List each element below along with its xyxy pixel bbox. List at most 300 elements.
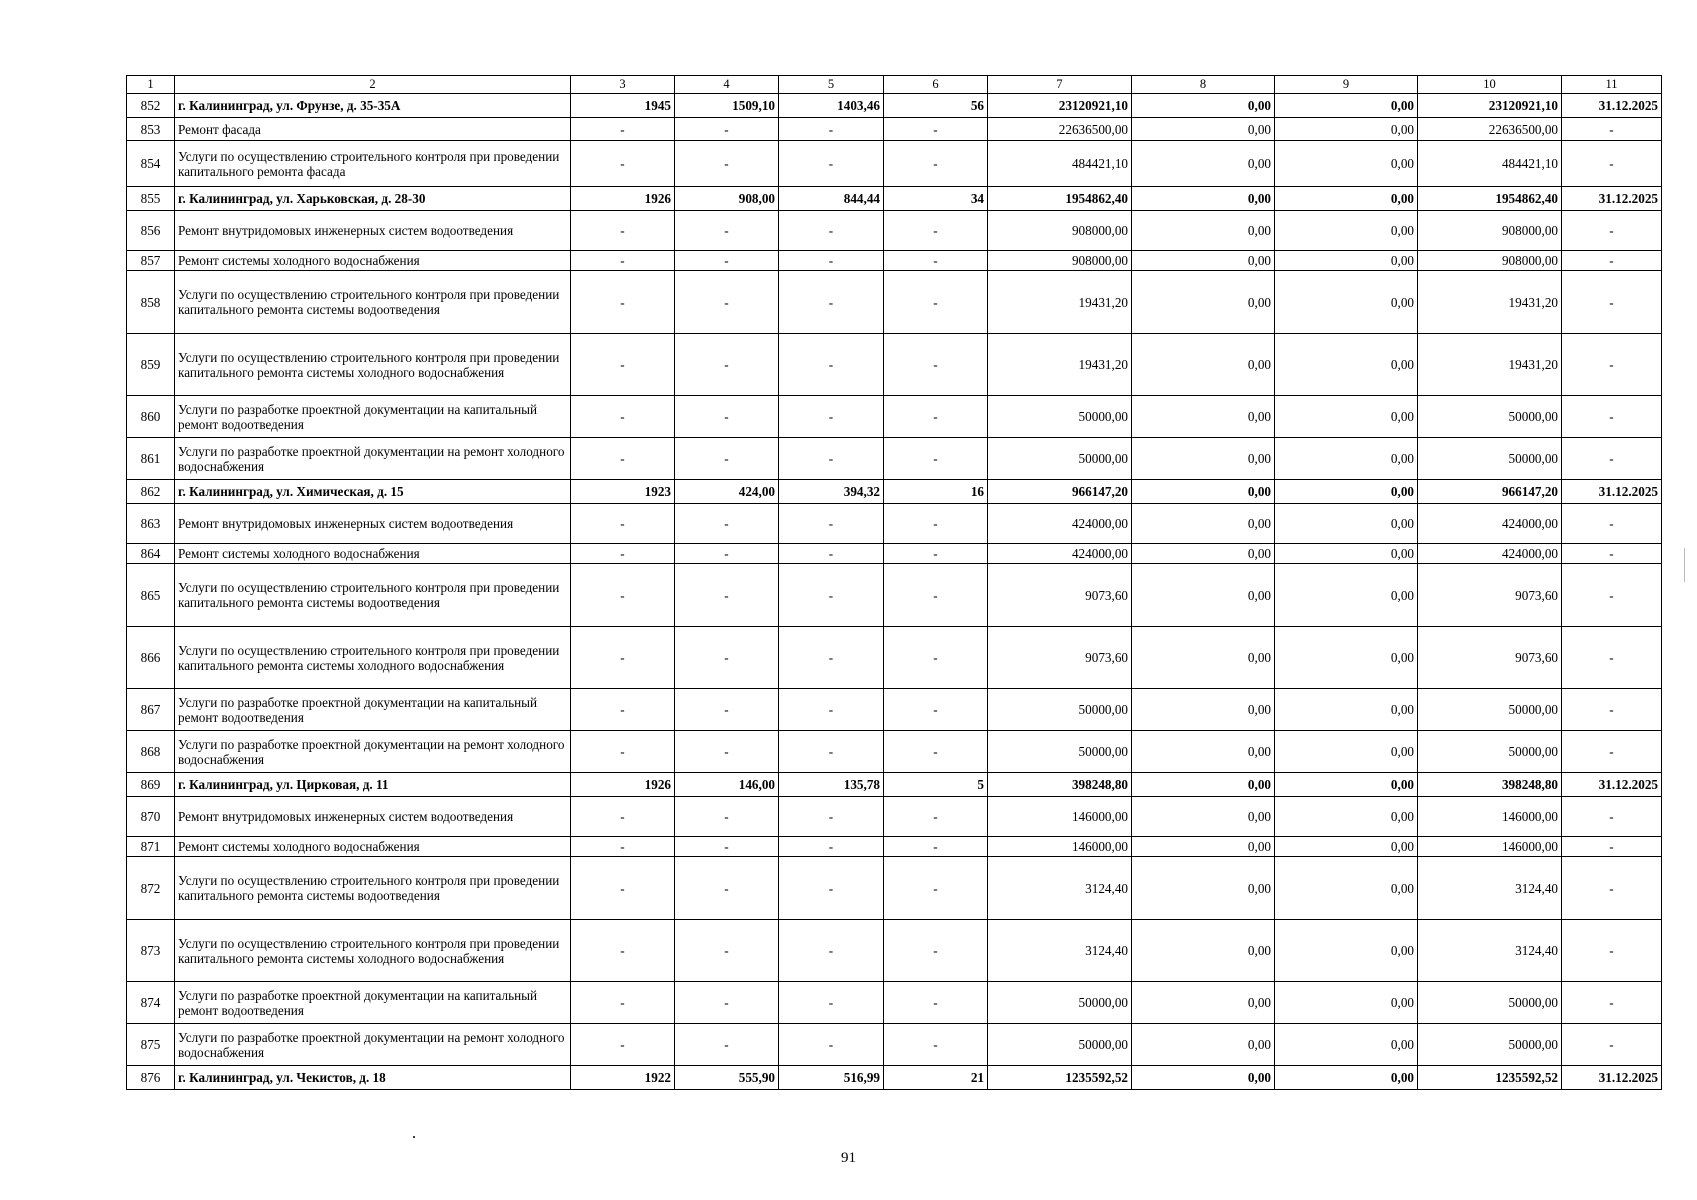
cost-col10-cell: 9073,60 — [1418, 627, 1562, 689]
year-cell: - — [571, 689, 675, 731]
deadline-cell: - — [1562, 837, 1662, 857]
total-area-cell: - — [675, 857, 779, 920]
year-cell: - — [571, 797, 675, 837]
living-area-cell: - — [779, 982, 884, 1024]
year-cell: - — [571, 627, 675, 689]
cost-col9-cell: 0,00 — [1275, 1066, 1418, 1090]
living-area-cell: - — [779, 564, 884, 627]
work-item-row — [127, 689, 1662, 731]
cost-col8-cell: 0,00 — [1132, 251, 1275, 271]
cost-col10-cell: 908000,00 — [1418, 251, 1562, 271]
cost-col9-cell: 0,00 — [1275, 94, 1418, 118]
residents-cell: - — [884, 396, 988, 438]
address-row — [127, 480, 1662, 504]
cost-col8-cell: 0,00 — [1132, 438, 1275, 480]
object-name-cell: Услуги по осуществлению строительного контроля при проведении капитального ремонта системы холодного водоснабжения — [175, 920, 571, 982]
cost-col9-cell: 0,00 — [1275, 141, 1418, 187]
year-cell: - — [571, 271, 675, 334]
cost-col9-cell: 0,00 — [1275, 544, 1418, 564]
deadline-cell: - — [1562, 731, 1662, 773]
row-number-cell: 876 — [127, 1066, 175, 1090]
work-item-row — [127, 544, 1662, 564]
row-number-cell: 859 — [127, 334, 175, 396]
cost-col10-cell: 50000,00 — [1418, 689, 1562, 731]
living-area-cell: - — [779, 334, 884, 396]
object-name-cell: Ремонт системы холодного водоснабжения — [175, 251, 571, 271]
year-cell: 1945 — [571, 94, 675, 118]
cost-col10-cell: 484421,10 — [1418, 141, 1562, 187]
cost-col8-cell: 0,00 — [1132, 141, 1275, 187]
scan-dot — [413, 1136, 415, 1138]
cost-col9-cell: 0,00 — [1275, 920, 1418, 982]
living-area-cell: 1403,46 — [779, 94, 884, 118]
object-name-cell: Услуги по осуществлению строительного контроля при проведении капитального ремонта фасада — [175, 141, 571, 187]
row-number-cell: 870 — [127, 797, 175, 837]
cost-total-cell: 424000,00 — [988, 504, 1132, 544]
deadline-cell: - — [1562, 396, 1662, 438]
cost-col8-cell: 0,00 — [1132, 504, 1275, 544]
object-name-cell: Услуги по разработке проектной документации на ремонт холодного водоснабжения — [175, 1024, 571, 1066]
living-area-cell: - — [779, 1024, 884, 1066]
work-item-row — [127, 251, 1662, 271]
cost-col8-cell: 0,00 — [1132, 544, 1275, 564]
object-name-cell: г. Калининград, ул. Химическая, д. 15 — [175, 480, 571, 504]
object-name-cell: Услуги по разработке проектной документации на капитальный ремонт водоотведения — [175, 982, 571, 1024]
cost-col8-cell: 0,00 — [1132, 396, 1275, 438]
object-name-cell: Услуги по разработке проектной документации на ремонт холодного водоснабжения — [175, 438, 571, 480]
cost-col8-cell: 0,00 — [1132, 731, 1275, 773]
cost-col8-cell: 0,00 — [1132, 118, 1275, 141]
row-number-cell: 856 — [127, 211, 175, 251]
total-area-cell: - — [675, 504, 779, 544]
header-cell-6: 6 — [884, 76, 988, 94]
cost-total-cell: 1235592,52 — [988, 1066, 1132, 1090]
row-number-cell: 867 — [127, 689, 175, 731]
living-area-cell: - — [779, 271, 884, 334]
living-area-cell: - — [779, 731, 884, 773]
cost-col10-cell: 398248,80 — [1418, 773, 1562, 797]
residents-cell: - — [884, 141, 988, 187]
total-area-cell: - — [675, 731, 779, 773]
residents-cell: - — [884, 689, 988, 731]
deadline-cell: - — [1562, 141, 1662, 187]
row-number-cell: 868 — [127, 731, 175, 773]
total-area-cell: - — [675, 141, 779, 187]
cost-col9-cell: 0,00 — [1275, 564, 1418, 627]
cost-total-cell: 50000,00 — [988, 438, 1132, 480]
deadline-cell: - — [1562, 118, 1662, 141]
year-cell: 1926 — [571, 187, 675, 211]
repair-register-table — [126, 75, 1662, 1090]
deadline-cell: - — [1562, 271, 1662, 334]
living-area-cell: - — [779, 211, 884, 251]
header-cell-7: 7 — [988, 76, 1132, 94]
year-cell: - — [571, 118, 675, 141]
cost-col10-cell: 3124,40 — [1418, 920, 1562, 982]
living-area-cell: - — [779, 837, 884, 857]
cost-col10-cell: 1235592,52 — [1418, 1066, 1562, 1090]
deadline-cell: - — [1562, 438, 1662, 480]
living-area-cell: 844,44 — [779, 187, 884, 211]
row-number-cell: 852 — [127, 94, 175, 118]
work-item-row — [127, 271, 1662, 334]
deadline-cell: 31.12.2025 — [1562, 773, 1662, 797]
row-number-cell: 855 — [127, 187, 175, 211]
year-cell: - — [571, 211, 675, 251]
header-cell-2: 2 — [175, 76, 571, 94]
residents-cell: - — [884, 731, 988, 773]
cost-col8-cell: 0,00 — [1132, 857, 1275, 920]
year-cell: - — [571, 920, 675, 982]
living-area-cell: - — [779, 251, 884, 271]
cost-total-cell: 3124,40 — [988, 920, 1132, 982]
row-number-cell: 872 — [127, 857, 175, 920]
deadline-cell: - — [1562, 689, 1662, 731]
cost-col9-cell: 0,00 — [1275, 982, 1418, 1024]
cost-col9-cell: 0,00 — [1275, 438, 1418, 480]
living-area-cell: - — [779, 797, 884, 837]
cost-col8-cell: 0,00 — [1132, 1024, 1275, 1066]
object-name-cell: Услуги по разработке проектной документации на ремонт холодного водоснабжения — [175, 731, 571, 773]
residents-cell: 16 — [884, 480, 988, 504]
header-cell-5: 5 — [779, 76, 884, 94]
residents-cell: - — [884, 118, 988, 141]
residents-cell: 34 — [884, 187, 988, 211]
total-area-cell: 1509,10 — [675, 94, 779, 118]
cost-col10-cell: 19431,20 — [1418, 271, 1562, 334]
cost-col8-cell: 0,00 — [1132, 211, 1275, 251]
year-cell: - — [571, 857, 675, 920]
cost-col8-cell: 0,00 — [1132, 271, 1275, 334]
deadline-cell: 31.12.2025 — [1562, 480, 1662, 504]
year-cell: 1922 — [571, 1066, 675, 1090]
living-area-cell: 516,99 — [779, 1066, 884, 1090]
residents-cell: - — [884, 271, 988, 334]
scan-edge-mark — [1684, 548, 1685, 582]
living-area-cell: - — [779, 857, 884, 920]
year-cell: - — [571, 1024, 675, 1066]
residents-cell: 21 — [884, 1066, 988, 1090]
total-area-cell: - — [675, 689, 779, 731]
total-area-cell: - — [675, 837, 779, 857]
cost-col9-cell: 0,00 — [1275, 837, 1418, 857]
object-name-cell: Услуги по осуществлению строительного контроля при проведении капитального ремонта системы холодного водоснабжения — [175, 627, 571, 689]
total-area-cell: - — [675, 251, 779, 271]
living-area-cell: - — [779, 544, 884, 564]
cost-total-cell: 23120921,10 — [988, 94, 1132, 118]
cost-total-cell: 50000,00 — [988, 731, 1132, 773]
residents-cell: - — [884, 211, 988, 251]
object-name-cell: Ремонт системы холодного водоснабжения — [175, 837, 571, 857]
cost-total-cell: 22636500,00 — [988, 118, 1132, 141]
row-number-cell: 858 — [127, 271, 175, 334]
work-item-row — [127, 141, 1662, 187]
living-area-cell: - — [779, 627, 884, 689]
living-area-cell: - — [779, 141, 884, 187]
total-area-cell: - — [675, 438, 779, 480]
row-number-cell: 869 — [127, 773, 175, 797]
row-number-cell: 861 — [127, 438, 175, 480]
cost-total-cell: 146000,00 — [988, 837, 1132, 857]
cost-col9-cell: 0,00 — [1275, 118, 1418, 141]
residents-cell: 5 — [884, 773, 988, 797]
address-row — [127, 773, 1662, 797]
cost-col9-cell: 0,00 — [1275, 504, 1418, 544]
cost-col8-cell: 0,00 — [1132, 689, 1275, 731]
cost-total-cell: 424000,00 — [988, 544, 1132, 564]
deadline-cell: 31.12.2025 — [1562, 94, 1662, 118]
total-area-cell: - — [675, 920, 779, 982]
deadline-cell: - — [1562, 251, 1662, 271]
deadline-cell: - — [1562, 627, 1662, 689]
work-item-row — [127, 920, 1662, 982]
living-area-cell: - — [779, 396, 884, 438]
year-cell: 1926 — [571, 773, 675, 797]
cost-col9-cell: 0,00 — [1275, 334, 1418, 396]
cost-total-cell: 3124,40 — [988, 857, 1132, 920]
cost-total-cell: 50000,00 — [988, 982, 1132, 1024]
cost-col10-cell: 50000,00 — [1418, 982, 1562, 1024]
header-cell-10: 10 — [1418, 76, 1562, 94]
cost-total-cell: 9073,60 — [988, 627, 1132, 689]
deadline-cell: - — [1562, 857, 1662, 920]
cost-col8-cell: 0,00 — [1132, 187, 1275, 211]
object-name-cell: Услуги по осуществлению строительного контроля при проведении капитального ремонта системы водоотведения — [175, 857, 571, 920]
object-name-cell: Услуги по разработке проектной документации на капитальный ремонт водоотведения — [175, 689, 571, 731]
work-item-row — [127, 731, 1662, 773]
header-cell-8: 8 — [1132, 76, 1275, 94]
cost-col8-cell: 0,00 — [1132, 982, 1275, 1024]
cost-col8-cell: 0,00 — [1132, 564, 1275, 627]
total-area-cell: - — [675, 544, 779, 564]
total-area-cell: - — [675, 396, 779, 438]
row-number-cell: 871 — [127, 837, 175, 857]
residents-cell: 56 — [884, 94, 988, 118]
year-cell: - — [571, 982, 675, 1024]
cost-total-cell: 398248,80 — [988, 773, 1132, 797]
cost-total-cell: 908000,00 — [988, 211, 1132, 251]
year-cell: - — [571, 731, 675, 773]
cost-col8-cell: 0,00 — [1132, 797, 1275, 837]
cost-total-cell: 484421,10 — [988, 141, 1132, 187]
address-row — [127, 187, 1662, 211]
living-area-cell: - — [779, 689, 884, 731]
deadline-cell: - — [1562, 797, 1662, 837]
living-area-cell: - — [779, 118, 884, 141]
cost-col8-cell: 0,00 — [1132, 773, 1275, 797]
deadline-cell: - — [1562, 334, 1662, 396]
object-name-cell: г. Калининград, ул. Фрунзе, д. 35-35А — [175, 94, 571, 118]
row-number-cell: 863 — [127, 504, 175, 544]
row-number-cell: 874 — [127, 982, 175, 1024]
living-area-cell: 394,32 — [779, 480, 884, 504]
deadline-cell: - — [1562, 982, 1662, 1024]
residents-cell: - — [884, 544, 988, 564]
deadline-cell: - — [1562, 1024, 1662, 1066]
object-name-cell: Ремонт системы холодного водоснабжения — [175, 544, 571, 564]
object-name-cell: Ремонт внутридомовых инженерных систем водоотведения — [175, 504, 571, 544]
address-row — [127, 1066, 1662, 1090]
work-item-row — [127, 118, 1662, 141]
living-area-cell: - — [779, 920, 884, 982]
row-number-cell: 862 — [127, 480, 175, 504]
cost-col10-cell: 1954862,40 — [1418, 187, 1562, 211]
residents-cell: - — [884, 1024, 988, 1066]
header-cell-4: 4 — [675, 76, 779, 94]
work-item-row — [127, 837, 1662, 857]
deadline-cell: 31.12.2025 — [1562, 187, 1662, 211]
residents-cell: - — [884, 504, 988, 544]
cost-total-cell: 19431,20 — [988, 334, 1132, 396]
work-item-row — [127, 857, 1662, 920]
object-name-cell: Услуги по осуществлению строительного контроля при проведении капитального ремонта системы холодного водоснабжения — [175, 334, 571, 396]
cost-col10-cell: 50000,00 — [1418, 396, 1562, 438]
cost-col10-cell: 424000,00 — [1418, 544, 1562, 564]
register-sheet — [126, 75, 1662, 1090]
total-area-cell: - — [675, 211, 779, 251]
row-number-cell: 875 — [127, 1024, 175, 1066]
year-cell: - — [571, 544, 675, 564]
cost-col10-cell: 424000,00 — [1418, 504, 1562, 544]
row-number-cell: 864 — [127, 544, 175, 564]
living-area-cell: 135,78 — [779, 773, 884, 797]
total-area-cell: - — [675, 797, 779, 837]
total-area-cell: - — [675, 271, 779, 334]
year-cell: 1923 — [571, 480, 675, 504]
cost-col10-cell: 23120921,10 — [1418, 94, 1562, 118]
cost-total-cell: 50000,00 — [988, 689, 1132, 731]
cost-total-cell: 50000,00 — [988, 1024, 1132, 1066]
cost-total-cell: 19431,20 — [988, 271, 1132, 334]
cost-col10-cell: 908000,00 — [1418, 211, 1562, 251]
cost-col10-cell: 50000,00 — [1418, 731, 1562, 773]
work-item-row — [127, 211, 1662, 251]
header-cell-3: 3 — [571, 76, 675, 94]
header-cell-11: 11 — [1562, 76, 1662, 94]
work-item-row — [127, 1024, 1662, 1066]
residents-cell: - — [884, 251, 988, 271]
residents-cell: - — [884, 627, 988, 689]
cost-col10-cell: 22636500,00 — [1418, 118, 1562, 141]
cost-total-cell: 908000,00 — [988, 251, 1132, 271]
object-name-cell: г. Калининград, ул. Харьковская, д. 28-30 — [175, 187, 571, 211]
cost-total-cell: 146000,00 — [988, 797, 1132, 837]
object-name-cell: Ремонт фасада — [175, 118, 571, 141]
cost-col9-cell: 0,00 — [1275, 773, 1418, 797]
living-area-cell: - — [779, 438, 884, 480]
total-area-cell: 555,90 — [675, 1066, 779, 1090]
cost-col9-cell: 0,00 — [1275, 731, 1418, 773]
row-number-cell: 873 — [127, 920, 175, 982]
row-number-cell: 865 — [127, 564, 175, 627]
work-item-row — [127, 438, 1662, 480]
residents-cell: - — [884, 797, 988, 837]
cost-total-cell: 966147,20 — [988, 480, 1132, 504]
cost-col10-cell: 9073,60 — [1418, 564, 1562, 627]
object-name-cell: г. Калининград, ул. Цирковая, д. 11 — [175, 773, 571, 797]
residents-cell: - — [884, 837, 988, 857]
cost-col10-cell: 966147,20 — [1418, 480, 1562, 504]
row-number-cell: 857 — [127, 251, 175, 271]
page-number: 91 — [841, 1150, 856, 1166]
cost-col8-cell: 0,00 — [1132, 920, 1275, 982]
cost-col10-cell: 3124,40 — [1418, 857, 1562, 920]
residents-cell: - — [884, 438, 988, 480]
total-area-cell: - — [675, 627, 779, 689]
cost-col9-cell: 0,00 — [1275, 627, 1418, 689]
residents-cell: - — [884, 857, 988, 920]
cost-col10-cell: 50000,00 — [1418, 438, 1562, 480]
residents-cell: - — [884, 564, 988, 627]
cost-col9-cell: 0,00 — [1275, 251, 1418, 271]
total-area-cell: - — [675, 118, 779, 141]
cost-col8-cell: 0,00 — [1132, 480, 1275, 504]
living-area-cell: - — [779, 504, 884, 544]
cost-col8-cell: 0,00 — [1132, 1066, 1275, 1090]
column-number-header-row — [127, 76, 1662, 94]
cost-total-cell: 9073,60 — [988, 564, 1132, 627]
cost-col8-cell: 0,00 — [1132, 627, 1275, 689]
residents-cell: - — [884, 334, 988, 396]
year-cell: - — [571, 438, 675, 480]
object-name-cell: Ремонт внутридомовых инженерных систем водоотведения — [175, 211, 571, 251]
residents-cell: - — [884, 982, 988, 1024]
cost-col9-cell: 0,00 — [1275, 187, 1418, 211]
header-cell-9: 9 — [1275, 76, 1418, 94]
object-name-cell: Ремонт внутридомовых инженерных систем водоотведения — [175, 797, 571, 837]
total-area-cell: - — [675, 1024, 779, 1066]
address-row — [127, 94, 1662, 118]
cost-col9-cell: 0,00 — [1275, 689, 1418, 731]
year-cell: - — [571, 251, 675, 271]
year-cell: - — [571, 564, 675, 627]
deadline-cell: 31.12.2025 — [1562, 1066, 1662, 1090]
residents-cell: - — [884, 920, 988, 982]
cost-col9-cell: 0,00 — [1275, 271, 1418, 334]
year-cell: - — [571, 334, 675, 396]
work-item-row — [127, 504, 1662, 544]
deadline-cell: - — [1562, 211, 1662, 251]
year-cell: - — [571, 396, 675, 438]
total-area-cell: - — [675, 334, 779, 396]
deadline-cell: - — [1562, 564, 1662, 627]
row-number-cell: 854 — [127, 141, 175, 187]
cost-col8-cell: 0,00 — [1132, 94, 1275, 118]
deadline-cell: - — [1562, 504, 1662, 544]
work-item-row — [127, 627, 1662, 689]
total-area-cell: - — [675, 982, 779, 1024]
cost-total-cell: 1954862,40 — [988, 187, 1132, 211]
total-area-cell: 424,00 — [675, 480, 779, 504]
header-cell-1: 1 — [127, 76, 175, 94]
cost-col8-cell: 0,00 — [1132, 334, 1275, 396]
year-cell: - — [571, 504, 675, 544]
work-item-row — [127, 797, 1662, 837]
object-name-cell: Услуги по осуществлению строительного контроля при проведении капитального ремонта системы водоотведения — [175, 271, 571, 334]
cost-col9-cell: 0,00 — [1275, 480, 1418, 504]
deadline-cell: - — [1562, 544, 1662, 564]
total-area-cell: - — [675, 564, 779, 627]
cost-col10-cell: 146000,00 — [1418, 837, 1562, 857]
cost-col9-cell: 0,00 — [1275, 1024, 1418, 1066]
year-cell: - — [571, 837, 675, 857]
row-number-cell: 853 — [127, 118, 175, 141]
year-cell: - — [571, 141, 675, 187]
cost-col10-cell: 19431,20 — [1418, 334, 1562, 396]
cost-total-cell: 50000,00 — [988, 396, 1132, 438]
object-name-cell: г. Калининград, ул. Чекистов, д. 18 — [175, 1066, 571, 1090]
total-area-cell: 908,00 — [675, 187, 779, 211]
